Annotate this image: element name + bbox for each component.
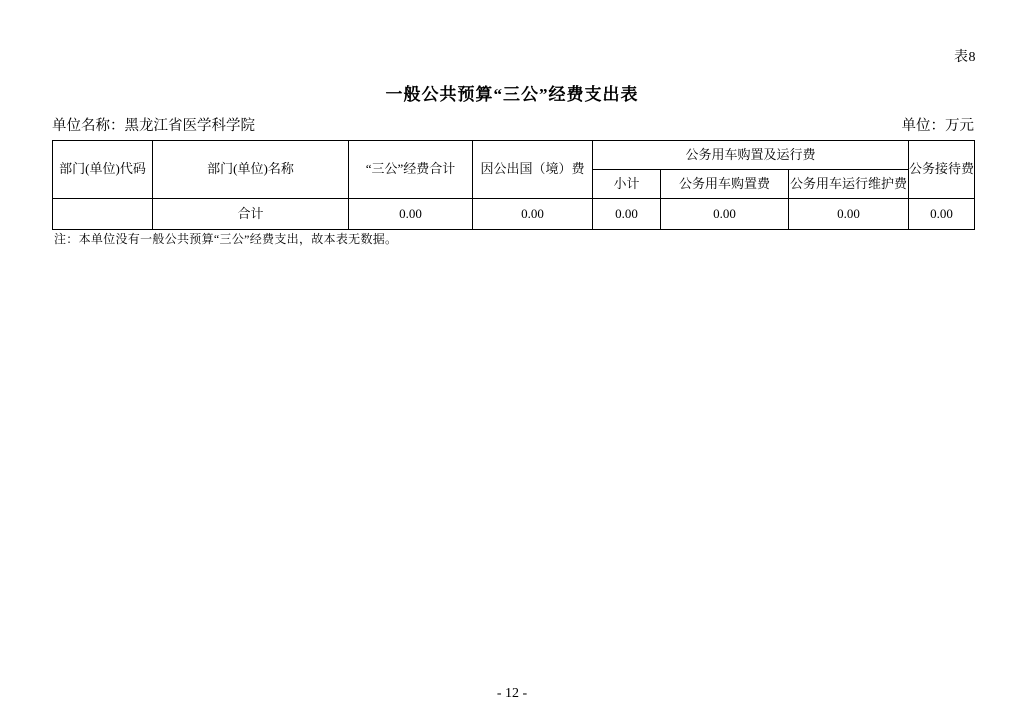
col-header-vehicle-operation: 公务用车运行维护费 [789, 170, 909, 199]
col-header-dept-name: 部门(单位)名称 [153, 141, 349, 199]
cell-total: 0.00 [349, 199, 473, 230]
table-header-row-1 [53, 141, 975, 170]
table-header [53, 141, 975, 199]
budget-table [52, 140, 975, 230]
unit-name-label: 单位名称：黑龙江省医学科学院 [52, 118, 255, 134]
meta-row [52, 114, 974, 135]
col-header-vehicle-subtotal: 小计 [593, 170, 661, 199]
amount-unit-label: 单位：万元 [901, 118, 974, 134]
cell-vehicle-purchase: 0.00 [661, 199, 789, 230]
col-header-vehicle-purchase: 公务用车购置费 [661, 170, 789, 199]
page-title: 一般公共预算“三公”经费支出表 [385, 85, 639, 104]
table-number-label: 表8 [954, 50, 976, 65]
col-header-abroad: 因公出国（境）费 [473, 141, 593, 199]
col-header-dept-code: 部门(单位)代码 [53, 141, 153, 199]
page-number: - 12 - [496, 686, 528, 701]
cell-vehicle-operation: 0.00 [789, 199, 909, 230]
cell-dept-code [53, 199, 153, 230]
cell-reception: 0.00 [909, 199, 975, 230]
cell-dept-name: 合计 [153, 199, 349, 230]
col-header-reception: 公务接待费 [909, 141, 975, 199]
table-body [53, 199, 975, 230]
col-header-vehicle-group: 公务用车购置及运行费 [593, 141, 909, 170]
table-row [53, 199, 975, 230]
table-note: 注：本单位没有一般公共预算“三公”经费支出，故本表无数据。 [54, 232, 398, 246]
cell-vehicle-subtotal: 0.00 [593, 199, 661, 230]
cell-abroad: 0.00 [473, 199, 593, 230]
col-header-total: “三公”经费合计 [349, 141, 473, 199]
